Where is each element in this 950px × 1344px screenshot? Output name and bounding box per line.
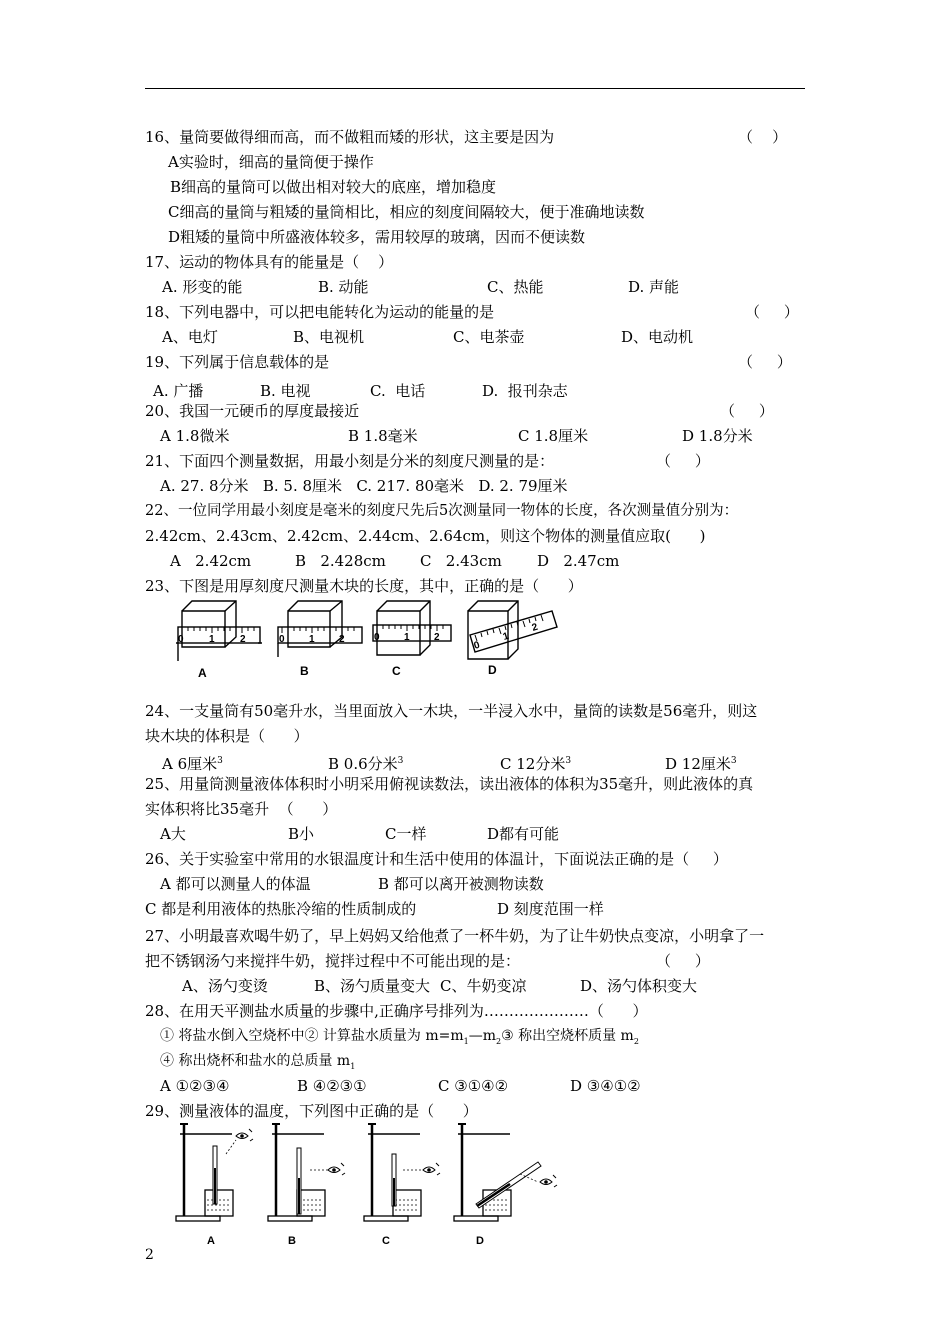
q18-option-a: A、电灯 [162,328,218,346]
q23-ruler-figure [170,597,565,682]
q24-option-c-text: C 12分米 [500,755,566,773]
q24-option-d-text: D 12厘米 [665,755,731,773]
q23-tick-a-2: 2 [240,634,246,645]
q23-tick-c-0: 0 [374,632,380,643]
q25-option-d: D都有可能 [487,825,560,843]
q26-option-c: C 都是利用液体的热胀冷缩的性质制成的 [145,900,417,918]
q16-option-c: C细高的量筒与粗矮的量筒相比，相应的刻度间隔较大，便于准确地读数 [168,203,645,221]
q24-option-a [162,752,223,773]
q25-option-a: A大 [160,825,186,843]
q17-option-c: C、热能 [487,278,544,296]
q19-answer-paren: （ ） [738,353,792,371]
q26-option-d: D 刻度范围一样 [497,900,604,918]
q24-option-a-text: A 6厘米 [162,755,218,773]
q17-option-a: A. 形变的能 [162,278,243,296]
q28-steps-line2 [160,1052,355,1076]
q24-option-c-sup: 3 [565,756,572,766]
q16-option-d: D粗矮的量筒中所盛液体较多，需用较厚的玻璃，因而不便读数 [168,228,586,246]
q28-sub2: 2 [496,1036,502,1046]
q27-option-d: D、汤勺体积变大 [580,977,698,995]
q20-answer-paren: （ ） [720,402,774,420]
q29-diagram-a [176,1124,253,1221]
q19-option-d: D. 报刊杂志 [482,382,568,400]
q23-label-a: A [198,666,207,680]
q18-option-c: C、电茶壶 [453,328,525,346]
q21-answer-paren: （ ） [656,452,710,470]
q23-tick-d-1: 1 [501,630,511,643]
q20-option-d: D 1.8分米 [682,427,753,445]
q29-diagram-c [364,1124,440,1221]
q26-stem: 26、关于实验室中常用的水银温度计和生活中使用的体温计，下面说法正确的是（ ） [145,850,728,868]
q29-stem: 29、测量液体的温度，下列图中正确的是（ ） [145,1102,478,1120]
q22-option-a: A 2.42cm [170,552,252,570]
q26-option-a: A 都可以测量人的体温 [160,875,311,893]
q28-option-a: A ①②③④ [160,1077,230,1095]
q23-diagram-c [373,601,451,655]
q18-option-b: B、电视机 [293,328,365,346]
q24-stem-line2: 块木块的体积是（ ） [145,727,309,745]
q23-stem: 23、下图是用厚刻度尺测量木块的长度，其中，正确的是（ ） [145,577,583,595]
q24-option-a-sup: 3 [217,756,223,766]
q25-stem-line2: 实体积将比35毫升 （ ） [145,800,338,818]
q29-label-a: A [207,1235,215,1247]
q29-label-d: D [476,1235,484,1247]
q29-diagram-b [268,1124,345,1221]
q21-options: A. 27. 8分米 B. 5. 8厘米 C. 217. 80毫米 D. 2. 79厘米 [160,477,568,495]
header-rule [145,88,805,89]
q23-label-b: B [300,664,309,678]
page-number: 2 [145,1247,154,1263]
q24-option-c [500,752,571,773]
q20-option-c: C 1.8厘米 [518,427,589,445]
q28-step4: ④ 称出烧杯和盐水的总质量 m [160,1053,351,1069]
q16-answer-paren: （ ） [738,128,788,146]
q28-option-b: B ④②③① [297,1077,367,1095]
q28-option-d: D ③④①② [570,1077,641,1095]
q24-stem-line1: 24、一支量筒有50毫升水，当里面放入一木块，一半浸入水中，量筒的读数是56毫升，则这 [145,702,758,720]
q22-stem-line2: 2.42cm、2.43cm、2.42cm、2.44cm、2.64cm，则这个物体的测量值应取( ) [145,527,706,545]
q24-option-d-sup: 3 [730,756,737,766]
q23-tick-b-0: 0 [279,634,285,645]
q24-option-b-text: B 0.6分米 [328,755,398,773]
q19-option-a: A. 广播 [153,382,204,400]
q17-option-b: B. 动能 [318,278,369,296]
q28-sub1: 1 [463,1036,469,1046]
q22-option-d: D 2.47cm [537,552,620,570]
q28-sub3: 2 [633,1036,639,1046]
q18-answer-paren: （ ） [745,303,799,321]
q28-stem: 28、在用天平测盐水质量的步骤中,正确序号排列为…………………（ ） [145,1002,648,1020]
q22-option-c: C 2.43cm [420,552,502,570]
q23-tick-c-2: 2 [434,632,440,643]
q25-option-b: B小 [288,825,315,843]
q21-stem: 21、下面四个测量数据，用最小刻是分米的刻度尺测量的是： [145,452,555,470]
q23-label-d: D [488,663,497,677]
q25-stem-line1: 25、用量筒测量液体体积时小明采用俯视读数法，读出液体的体积为35毫升，则此液体的真 [145,775,754,793]
q23-tick-a-1: 1 [209,634,215,645]
q17-option-d: D. 声能 [628,278,680,296]
q23-diagram-d [468,601,557,659]
q26-option-b: B 都可以离开被测物读数 [378,875,544,893]
q27-option-a: A、汤勺变烫 [182,977,268,995]
q16-option-a: A实验时，细高的量筒便于操作 [168,153,374,171]
q17-stem: 17、运动的物体具有的能量是（ ） [145,253,394,271]
q23-tick-b-2: 2 [339,634,345,645]
q20-option-b: B 1.8毫米 [348,427,418,445]
q23-tick-b-1: 1 [309,634,315,645]
q22-stem-line1: 22、一位同学用最小刻度是毫米的刻度尺先后5次测量同一物体的长度，各次测量值分别为： [145,503,739,519]
q28-option-c: C ③①④② [438,1077,509,1095]
q27-option-c: C、牛奶变凉 [440,977,527,995]
q28-sub4: 1 [350,1061,356,1071]
q28-steps-line1 [160,1027,639,1051]
q19-option-c: C. 电话 [370,382,426,400]
q28-step3: ③ 称出空烧杯质量 m [501,1028,634,1044]
q20-stem: 20、我国一元硬币的厚度最接近 [145,402,360,420]
q23-tick-d-2: 2 [530,621,540,634]
q24-option-b [328,752,403,773]
q19-stem: 19、下列属于信息载体的是 [145,353,330,371]
q29-thermometer-figure [170,1118,575,1248]
q20-option-a: A 1.8微米 [160,427,230,445]
q27-stem-line2: 把不锈钢汤勺来搅拌牛奶，搅拌过程中不可能出现的是： [145,952,521,970]
q27-stem-line1: 27、小明最喜欢喝牛奶了，早上妈妈又给他煮了一杯牛奶，为了让牛奶快点变凉，小明拿了一 [145,927,765,945]
q23-label-c: C [392,664,401,678]
q25-option-c: C一样 [385,825,427,843]
q24-option-b-sup: 3 [397,756,404,766]
q23-diagram-a [176,601,262,661]
q16-option-b: B细高的量筒可以做出相对较大的底座，增加稳度 [170,178,497,196]
q19-option-b: B. 电视 [260,382,311,400]
q27-answer-paren: （ ） [656,952,710,970]
q27-option-b: B、汤勺质量变大 [314,977,431,995]
q23-diagram-b [278,601,362,657]
q18-option-d: D、电动机 [621,328,694,346]
q23-tick-d-0: 0 [472,639,482,652]
q23-tick-c-1: 1 [404,632,410,643]
q24-option-d [665,752,737,773]
q22-option-b: B 2.428cm [295,552,386,570]
q16-stem: 16、量筒要做得细而高，而不做粗而矮的形状，这主要是因为 [145,128,555,146]
q18-stem: 18、下列电器中，可以把电能转化为运动的能量的是 [145,303,495,321]
q28-step1: ① 将盐水倒入空烧杯中② 计算盐水质量为 m=m [160,1028,464,1044]
q29-diagram-d [454,1124,557,1221]
q29-label-b: B [288,1235,296,1247]
q28-dash: —m [468,1028,497,1044]
q23-tick-a-0: 0 [178,634,184,645]
q29-label-c: C [382,1235,390,1247]
